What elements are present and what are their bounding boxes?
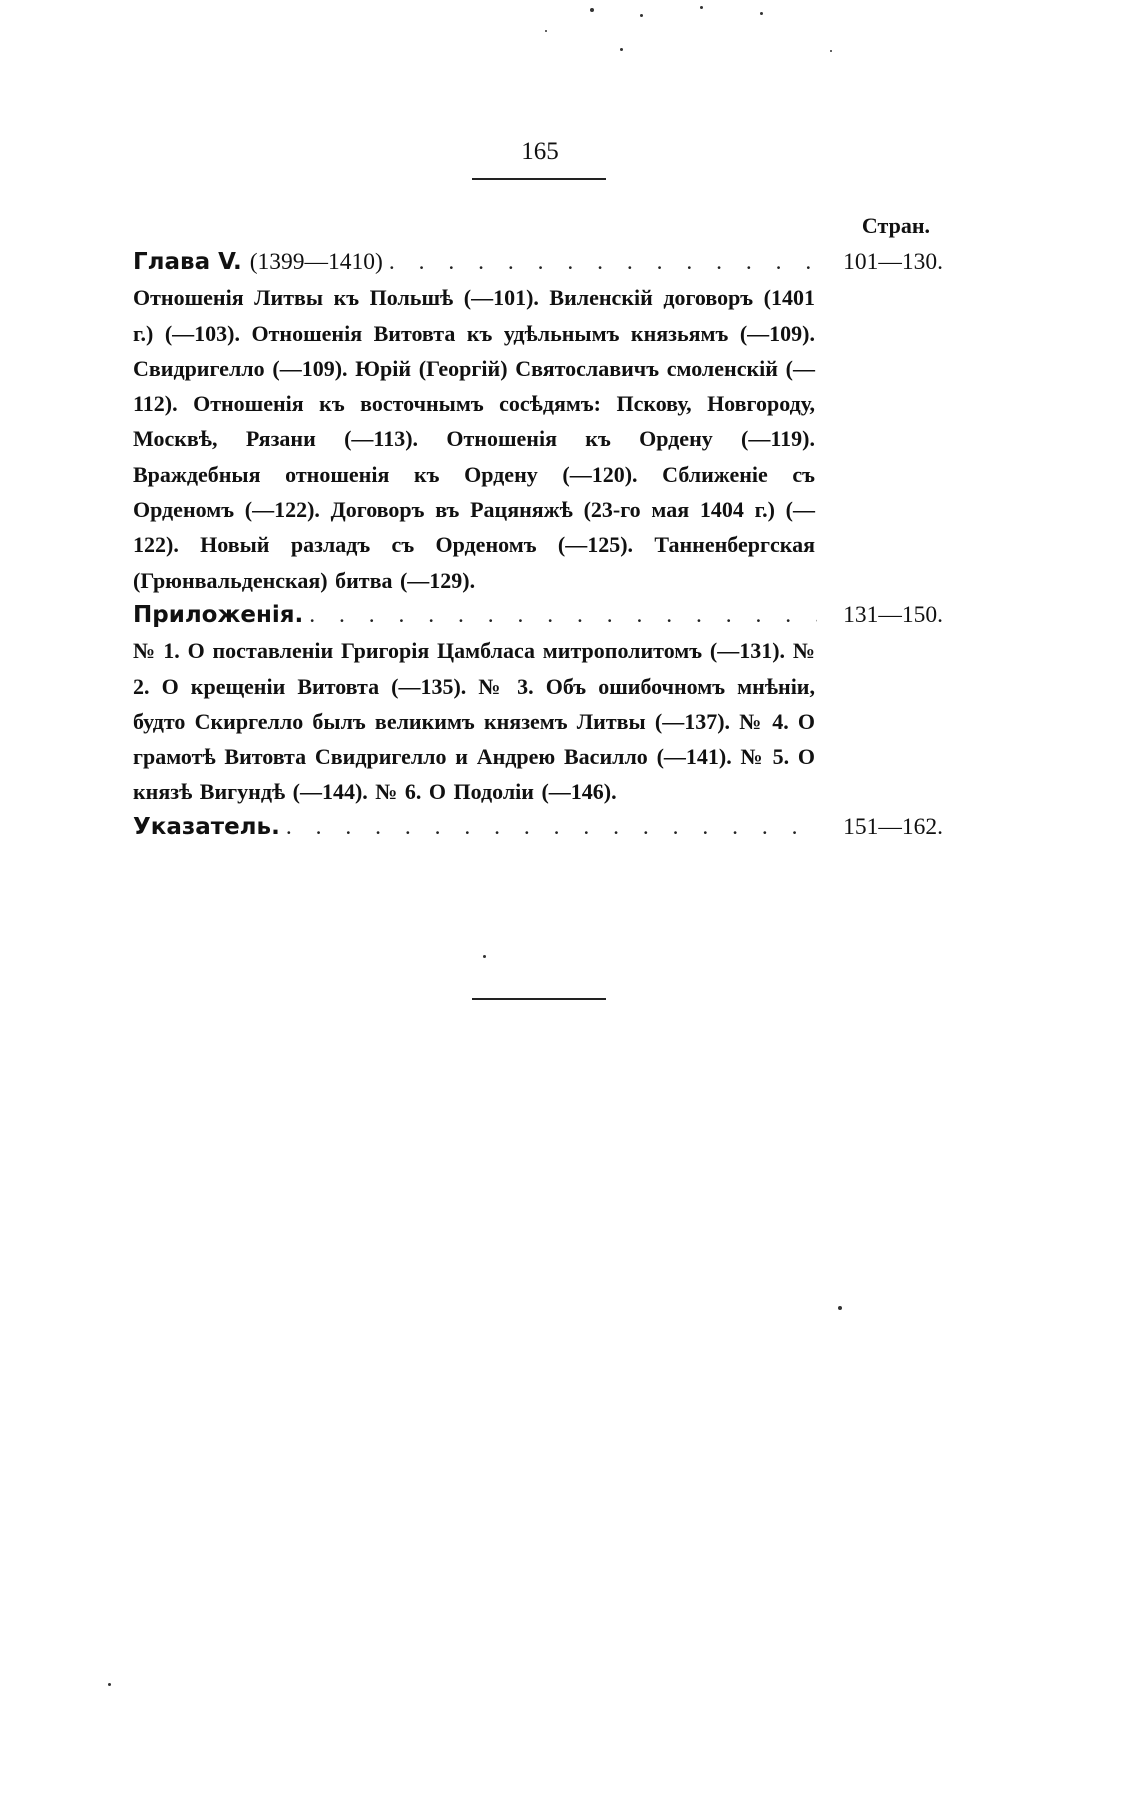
footer-rule <box>472 998 606 1000</box>
scan-speck <box>838 1306 842 1310</box>
scan-speck <box>830 50 832 52</box>
toc-entry-description: Отношенія Литвы къ Польшѣ (—101). Виленскій договоръ (1401 г.) (—103). Отношенія Витовта къ удѣльнымъ князьямъ (—109). Свидригелло (—109). Юрій (Георгій) Святославичъ смоленскій (—112). Отношенія къ восточнымъ сосѣдямъ: Пскову, Новгороду, Москвѣ, Рязани (—113). Отношенія къ Ордену (—119). Враждебныя отношенія къ Ордену (—120). Сближеніе съ Орденомъ (—122). Договоръ въ Рацяняжѣ (23-го мая 1404 г.) (—122). Новый разладъ съ Орденомъ (—125). Танненбергская (Грюнвальденская) битва (—129). <box>133 285 815 593</box>
scan-speck <box>620 48 623 51</box>
scan-speck <box>108 1683 111 1686</box>
scan-speck <box>590 8 594 12</box>
toc-entry-pages: 101—130. <box>843 249 943 275</box>
dot-leader <box>309 598 817 633</box>
header-rule <box>472 178 606 180</box>
toc-entry-heading-row <box>133 598 943 633</box>
toc-entry-description: № 1. О поставленіи Григорія Цамбласа митрополитомъ (—131). № 2. О крещеніи Витовта (—135). № 3. Объ ошибочномъ мнѣніи, будто Скиргелло былъ великимъ княземъ Литвы (—137). № 4. О грамотѣ Витовта Свидригелло и Андрею Василло (—141). № 5. О князѣ Вигундѣ (—144). № 6. О Подоліи (—146). <box>133 638 815 805</box>
toc-entry-chapter-5 <box>133 245 943 598</box>
pages-column-header: Стран. <box>861 213 930 238</box>
toc-entry-title: Приложенія. <box>133 601 304 628</box>
toc-entry-appendices <box>133 598 943 810</box>
dot-leader <box>286 810 817 845</box>
toc-entry-dates: (1399—1410) <box>249 249 383 275</box>
toc-entry-heading-row <box>133 810 943 845</box>
toc-entry-index <box>133 810 943 845</box>
toc-entry-pages: 131—150. <box>843 601 943 628</box>
scan-speck <box>640 14 643 17</box>
scan-speck <box>700 6 703 9</box>
scan-speck <box>760 12 763 15</box>
page-number: 165 <box>521 138 559 165</box>
toc-entry-title: Глава V. <box>133 249 242 275</box>
dot-leader <box>389 245 817 280</box>
toc-entry-heading-row <box>133 245 943 280</box>
toc-entry-pages: 151—162. <box>843 813 943 840</box>
scan-speck <box>545 30 547 32</box>
scan-speck <box>483 955 486 958</box>
table-of-contents <box>133 245 943 845</box>
toc-entry-title: Указатель. <box>133 813 280 840</box>
